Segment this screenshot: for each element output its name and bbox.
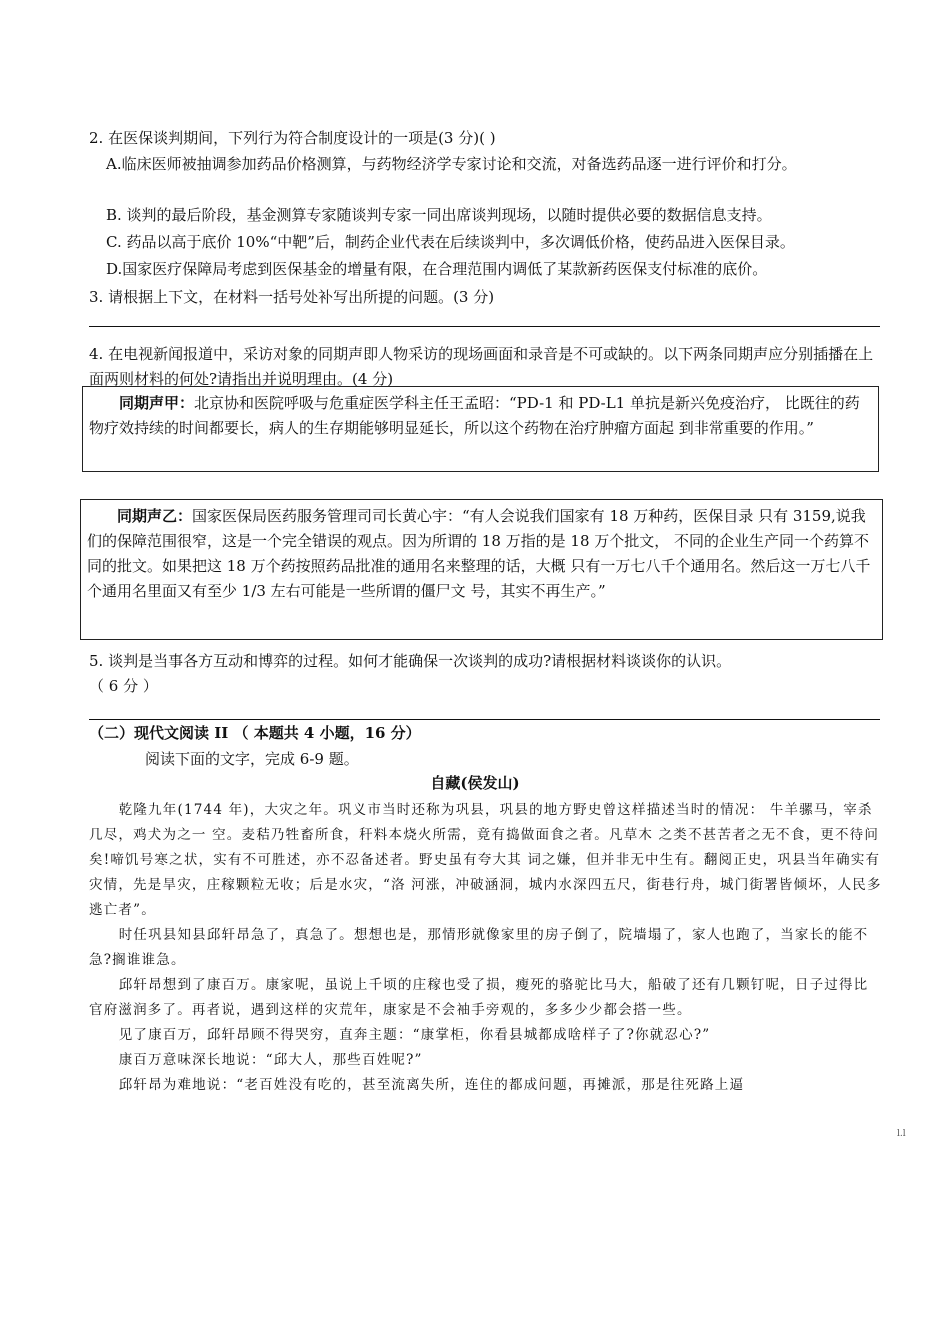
sync-sound-a-box <box>82 386 879 472</box>
answer-line <box>89 326 880 327</box>
story-paragraph: 时任巩县知县邱轩昂急了，真急了。想想也是，那情形就像家里的房子倒了，院墙塌了，家人也跑了，当家长的能不急?搁谁谁急。 <box>89 927 869 968</box>
sync-sound-b-text: 国家医保局医药服务管理司司长黄心宇：“有人会说我们国家有 18 万种药，医保目录 只有 3159,说我们的保障范围很窄，这是一个完全错误的观点。因为所谓的 18 万指的是 18 万个批文， 不同的企业生产同一个药算不同的批文。如果把这 18 万个药按照药品批准的通用名来整理的话，大概 只有一万七八千个通用名。然后这一万七八千个通用名里面又有至少 1/3 左右可能是一些所谓的僵尸文 号，其实不再生产。” <box>87 507 871 600</box>
section-divider <box>89 719 880 720</box>
story-paragraph: 见了康百万，邱轩昂顾不得哭穷，直奔主题：“康掌柜，你看县城都成啥样子了?你就忍心?” <box>118 1027 711 1043</box>
q4-stem: 4. 在电视新闻报道中，采访对象的同期声即人物采访的现场画面和录音是不可或缺的。以下两条同期声应分别插播在上面两则材料的何处?请指出并说明理由。(4 分) <box>89 345 874 388</box>
story-paragraph: 邱轩昂想到了康百万。康家呢，虽说上千顷的庄稼也受了损，瘦死的骆驼比马大，船破了还有几颗钉呢，日子过得比官府滋润多了。再者说，遇到这样的灾荒年，康家是不会袖手旁观的，多多少少都会搭一些。 <box>89 977 869 1018</box>
q2-option-b: B. 谈判的最后阶段，基金测算专家随谈判专家一同出席谈判现场，以随时提供必要的数据信息支持。 <box>106 206 772 224</box>
sync-sound-a-text: 北京协和医院呼吸与危重症医学科主任王孟昭：“PD-1 和 PD-L1 单抗是新兴免疫治疗， 比既往的药物疗效持续的时间都要长，病人的生存期能够明显延长，所以这个药物在治疗肿瘤方面起 到非常重要的作用。” <box>89 394 860 437</box>
sync-sound-b-box <box>80 499 883 640</box>
q2-stem: 2. 在医保谈判期间，下列行为符合制度设计的一项是(3 分)( ) <box>89 129 496 147</box>
q2-option-d: D.国家医疗保障局考虑到医保基金的增量有限，在合理范围内调低了某款新药医保支付标准的底价。 <box>106 260 768 278</box>
story-body <box>89 798 882 1098</box>
q2-option-a: A.临床医师被抽调参加药品价格测算，与药物经济学专家讨论和交流，对备选药品逐一进行评价和打分。 <box>106 155 797 173</box>
section2-heading: （二）现代文阅读 II （ 本题共 4 小题，16 分） <box>89 724 421 742</box>
story-paragraph: 乾隆九年(1744 年)，大灾之年。巩义市当时还称为巩县，巩县的地方野史曾这样描述当时的情况： 牛羊骡马，宰杀几尽，鸡犬为之一 空。麦秸乃牲畜所食，秆料本烧火所需，竟有捣做面食之者。凡草木 之类不甚苦者之无不食，更不待问矣!啼饥号寒之状，实有不可胜述，亦不忍备述者。野史虽有夸大其 词之嫌，但并非无中生有。翻阅正史，巩县当年确实有灾情，先是旱灾，庄稼颗粒无收；后是水灾，“洛 河涨，冲破涵洞，城内水深四五尺，街巷行舟，城门街署皆倾坏，人民多逃亡者”。 <box>89 802 882 918</box>
q3-stem: 3. 请根据上下文，在材料一括号处补写出所提的问题。(3 分) <box>89 288 495 306</box>
q5-line1: 5. 谈判是当事各方互动和博弈的过程。如何才能确保一次谈判的成功?请根据材料谈谈你的认识。 <box>89 652 732 670</box>
story-paragraph: 康百万意味深长地说：“邱大人，那些百姓呢?” <box>118 1052 423 1068</box>
sync-sound-a-label: 同期声甲： <box>119 394 195 412</box>
story-paragraph: 邱轩昂为难地说：“老百姓没有吃的，甚至流离失所，连住的都成问题，再摊派，那是往死路上逼 <box>118 1077 745 1093</box>
page-mark: l.l <box>897 1129 906 1139</box>
q2-option-c: C. 药品以高于底价 10%“中靶”后，制药企业代表在后续谈判中，多次调低价格，使药品进入医保目录。 <box>106 233 795 251</box>
section2-instruction: 阅读下面的文字，完成 6-9 题。 <box>145 750 359 768</box>
q5-line2: （ 6 分 ） <box>89 677 158 695</box>
sync-sound-b-label: 同期声乙： <box>117 507 193 525</box>
story-title: 自藏(侯发山) <box>430 774 520 792</box>
